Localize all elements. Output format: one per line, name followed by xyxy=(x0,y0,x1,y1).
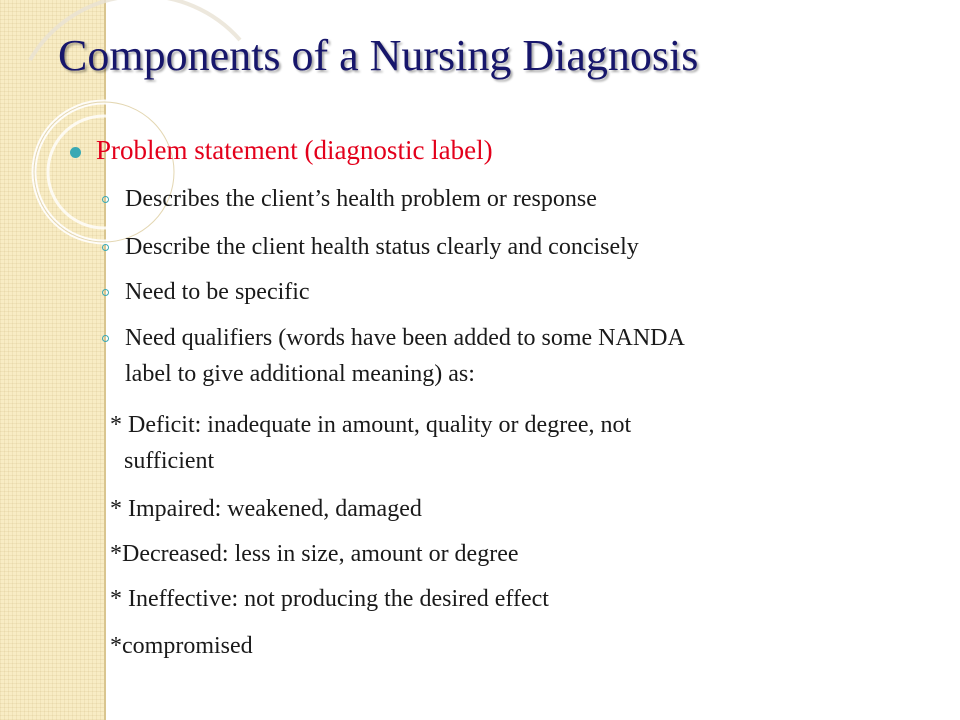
hollow-circle-bullet-icon xyxy=(102,244,109,251)
sub-point-2: Describe the client health status clearly and concisely xyxy=(125,234,639,260)
sub-point-4-line-1: Need qualifiers (words have been added to some NANDA xyxy=(125,325,685,351)
hollow-circle-bullet-icon xyxy=(102,335,109,342)
sub-point-4-line-2: label to give additional meaning) as: xyxy=(125,361,475,387)
sub-point-3: Need to be specific xyxy=(125,279,310,305)
qualifier-compromised: *compromised xyxy=(110,633,253,659)
hollow-circle-bullet-icon xyxy=(102,196,109,203)
qualifier-deficit-line-1: * Deficit: inadequate in amount, quality or degree, not xyxy=(110,412,632,438)
sub-point-1: Describes the client’s health problem or response xyxy=(125,186,597,212)
main-bullet-heading: Problem statement (diagnostic label) xyxy=(96,135,493,165)
qualifier-impaired: * Impaired: weakened, damaged xyxy=(110,496,422,522)
filled-circle-bullet-icon xyxy=(70,147,81,158)
hollow-circle-bullet-icon xyxy=(102,289,109,296)
slide-title: Components of a Nursing Diagnosis xyxy=(58,31,699,80)
side-texture-band xyxy=(0,0,106,720)
qualifier-deficit-line-2: sufficient xyxy=(124,448,215,474)
qualifier-ineffective: * Ineffective: not producing the desired effect xyxy=(110,586,549,612)
qualifier-decreased: *Decreased: less in size, amount or degree xyxy=(110,541,519,567)
